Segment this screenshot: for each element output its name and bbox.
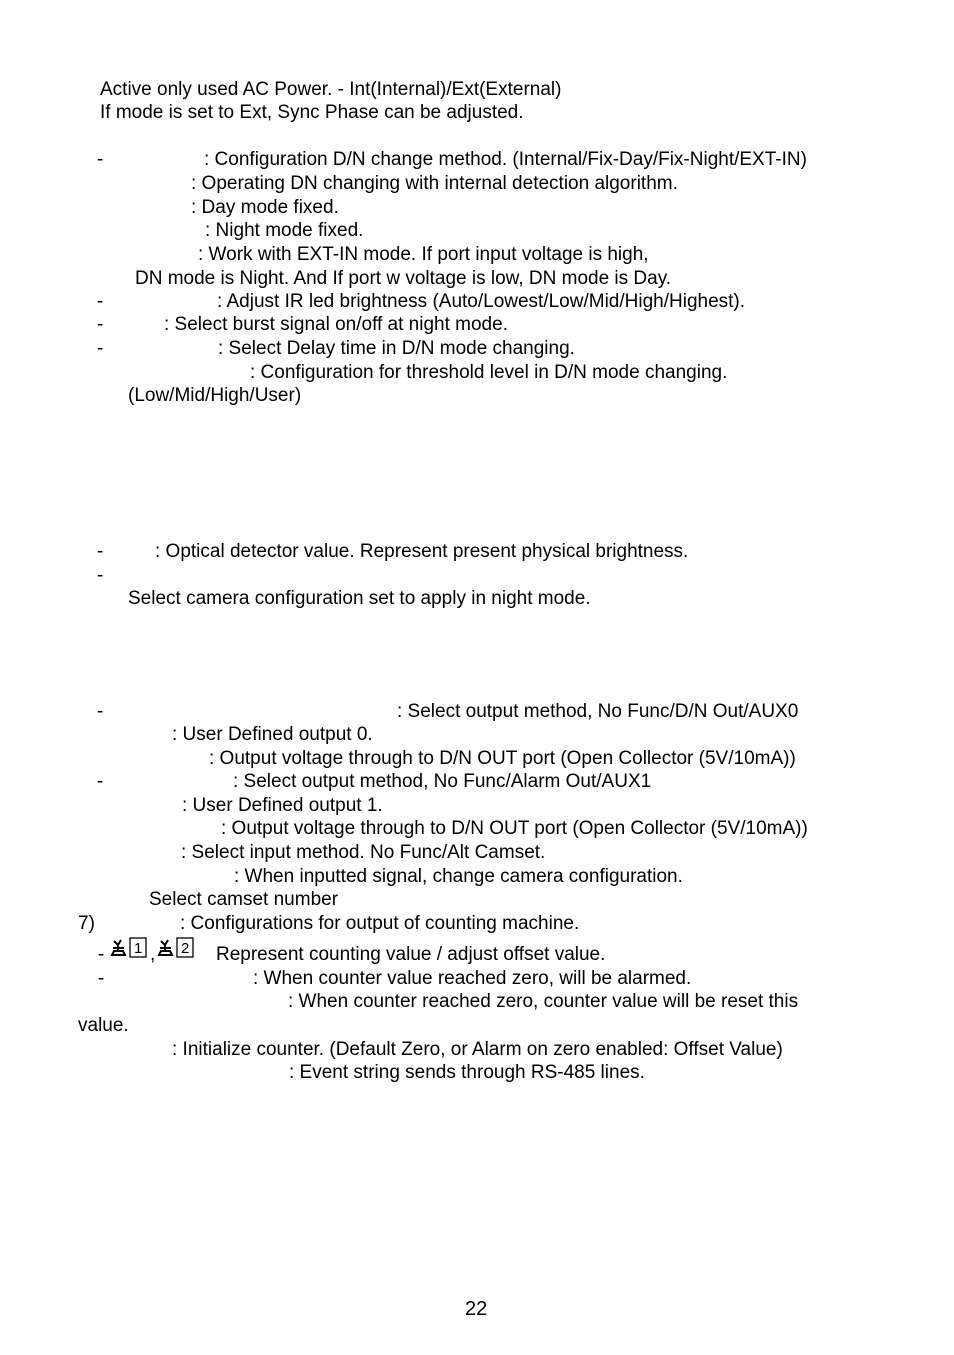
dn-ext-in-cont: DN mode is Night. And If port w voltage is low, DN mode is Day. [135, 268, 672, 289]
counter-1-icon [110, 936, 150, 960]
output0-dn-desc: : Output voltage through to D/N OUT port (Open Collector (5V/10mA)) [209, 748, 796, 769]
input-alt-camset-desc: : When inputted signal, change camera configuration. [234, 866, 683, 887]
delay-desc: : Select Delay time in D/N mode changing. [218, 338, 575, 359]
section-number: 7) [78, 913, 95, 934]
bullet-dash: - [97, 771, 104, 792]
dn-ext-in-desc: : Work with EXT-IN mode. If port input voltage is high, [198, 244, 649, 265]
threshold-options: (Low/Mid/High/User) [128, 385, 302, 406]
bullet-dash: - [97, 565, 104, 586]
threshold-desc: : Configuration for threshold level in D/N mode changing. [250, 362, 728, 383]
camset-number-desc: Select camset number [149, 889, 339, 910]
svg-text:1: 1 [134, 940, 143, 957]
bullet-dash: - [98, 944, 105, 965]
optical-detector-desc: : Optical detector value. Represent present physical brightness. [155, 541, 689, 562]
sync-phase-note: If mode is set to Ext, Sync Phase can be adjusted. [100, 102, 524, 123]
output0-method-desc: : Select output method, No Func/D/N Out/AUX0 [397, 701, 799, 722]
ir-brightness-desc: : Adjust IR led brightness (Auto/Lowest/Low/Mid/High/Highest). [217, 291, 746, 312]
bullet-dash: - [97, 314, 104, 335]
ac-power-note: Active only used AC Power. - Int(Internal)/Ext(External) [100, 79, 562, 100]
input-method-desc: : Select input method. No Func/Alt Camset. [181, 842, 546, 863]
svg-text:2: 2 [181, 940, 190, 957]
output1-dn-desc: : Output voltage through to D/N OUT port (Open Collector (5V/10mA)) [221, 818, 808, 839]
counter-represent-desc: Represent counting value / adjust offset value. [216, 944, 606, 965]
bullet-dash: - [98, 968, 105, 989]
dn-method-desc: : Configuration D/N change method. (Internal/Fix-Day/Fix-Night/EXT-IN) [204, 149, 807, 170]
bullet-dash: - [97, 701, 104, 722]
dn-fix-night-desc: : Night mode fixed. [205, 220, 364, 241]
burst-desc: : Select burst signal on/off at night mode. [164, 314, 508, 335]
output0-user-desc: : User Defined output 0. [172, 724, 373, 745]
bullet-dash: - [97, 149, 104, 170]
reset-value-cont: value. [78, 1015, 129, 1036]
output1-method-desc: : Select output method, No Func/Alarm Out/AUX1 [233, 771, 652, 792]
night-camset-desc: Select camera configuration set to apply in night mode. [128, 588, 591, 609]
counter-2-icon [157, 936, 197, 960]
bullet-dash: - [97, 291, 104, 312]
counter-section-title: : Configurations for output of counting machine. [180, 913, 580, 934]
bullet-dash: - [97, 338, 104, 359]
event-string-desc: : Event string sends through RS-485 lines. [289, 1062, 645, 1083]
output1-user-desc: : User Defined output 1. [182, 795, 383, 816]
reset-value-desc: : When counter reached zero, counter value will be reset this [288, 991, 799, 1012]
bullet-dash: - [97, 541, 104, 562]
icon-separator: , [150, 944, 156, 965]
initialize-desc: : Initialize counter. (Default Zero, or Alarm on zero enabled: Offset Value) [172, 1039, 783, 1060]
page-number: 22 [465, 1298, 488, 1320]
dn-fix-day-desc: : Day mode fixed. [191, 197, 339, 218]
alarm-zero-desc: : When counter value reached zero, will be alarmed. [253, 968, 692, 989]
dn-internal-desc: : Operating DN changing with internal detection algorithm. [191, 173, 678, 194]
